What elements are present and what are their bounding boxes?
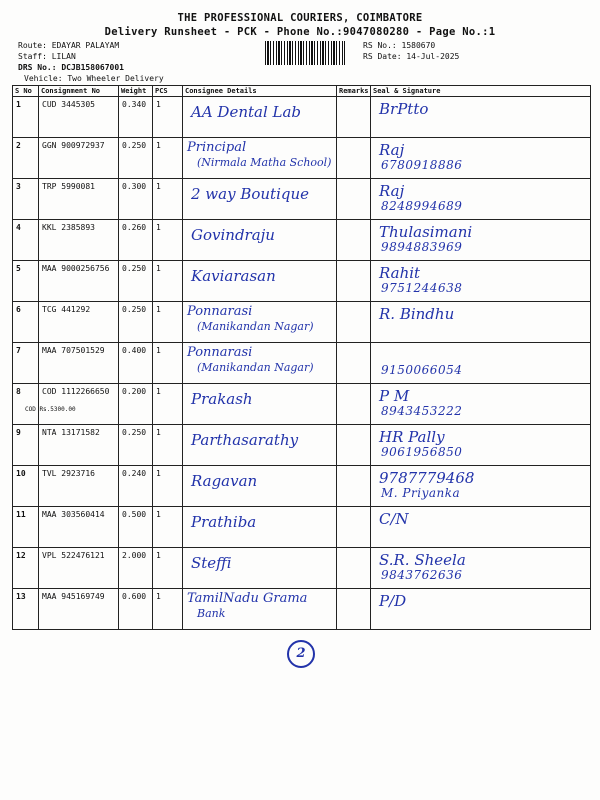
consignee-details [183, 384, 337, 425]
column-header: PCS [153, 86, 183, 97]
seal-signature [371, 425, 591, 466]
receiver-phone: 9751244638 [381, 281, 463, 295]
consignee-name: Ragavan [191, 472, 258, 490]
serial-number: 13 [13, 589, 39, 630]
consignment-number [39, 261, 119, 302]
pieces: 1 [153, 97, 183, 138]
serial-number: 12 [13, 548, 39, 589]
seal-signature [371, 589, 591, 630]
pieces: 1 [153, 343, 183, 384]
consignee-name: AA Dental Lab [191, 103, 302, 121]
serial-number: 2 [13, 138, 39, 179]
consignee-name: Ponnarasi [187, 304, 253, 319]
serial-number: 10 [13, 466, 39, 507]
company-title: THE PROFESSIONAL COURIERS, COIMBATORE [177, 12, 423, 24]
signature: Raj [379, 141, 405, 159]
weight: 0.600 [119, 589, 153, 630]
receiver-phone: 8943453222 [381, 404, 463, 418]
seal-signature [371, 384, 591, 425]
staff: Staff: LILAN [18, 52, 76, 61]
serial-number: 5 [13, 261, 39, 302]
consignee-details [183, 220, 337, 261]
remarks [337, 179, 371, 220]
remarks [337, 384, 371, 425]
weight: 0.500 [119, 507, 153, 548]
consignment-number [39, 507, 119, 548]
pieces: 1 [153, 179, 183, 220]
pieces: 1 [153, 466, 183, 507]
table-row [13, 589, 591, 630]
table-row [13, 97, 591, 138]
consignee-name: Prakash [191, 390, 253, 408]
weight: 0.240 [119, 466, 153, 507]
consignment-number-text: MAA 945169749 [42, 592, 105, 601]
signature: R. Bindhu [379, 305, 455, 323]
serial-number: 7 [13, 343, 39, 384]
weight: 0.400 [119, 343, 153, 384]
weight: 0.260 [119, 220, 153, 261]
pieces: 1 [153, 220, 183, 261]
consignment-number-text: MAA 303560414 [42, 510, 105, 519]
signature: Raj [379, 182, 405, 200]
consignee-details [183, 97, 337, 138]
runsheet-table [12, 85, 591, 630]
table-row [13, 179, 591, 220]
remarks [337, 466, 371, 507]
pieces: 1 [153, 302, 183, 343]
weight: 0.250 [119, 261, 153, 302]
table-row [13, 466, 591, 507]
seal-signature [371, 507, 591, 548]
receiver-phone: 9061956850 [381, 445, 463, 459]
remarks [337, 343, 371, 384]
consignee-address: (Nirmala Matha School) [197, 156, 332, 169]
remarks [337, 138, 371, 179]
remarks [337, 220, 371, 261]
table-row [13, 548, 591, 589]
column-header: Consignee Details [183, 86, 337, 97]
table-row [13, 138, 591, 179]
table-row [13, 507, 591, 548]
consignment-number-text: COD 1112266650 [42, 387, 110, 396]
pieces: 1 [153, 138, 183, 179]
remarks [337, 507, 371, 548]
seal-signature [371, 302, 591, 343]
weight: 0.340 [119, 97, 153, 138]
cod-amount: COD Rs.5300.00 [25, 406, 76, 413]
remarks [337, 261, 371, 302]
consignment-number-text: VPL 522476121 [42, 551, 105, 560]
weight: 0.200 [119, 384, 153, 425]
remarks [337, 97, 371, 138]
consignee-details [183, 507, 337, 548]
signature: HR Pally [379, 428, 445, 446]
consignment-number [39, 425, 119, 466]
column-header: S No [13, 86, 39, 97]
pieces: 1 [153, 589, 183, 630]
pieces: 1 [153, 507, 183, 548]
consignee-name: Parthasarathy [191, 431, 299, 449]
consignment-number [25, 384, 119, 425]
table-body [13, 97, 591, 630]
consignment-number [39, 343, 119, 384]
pieces: 1 [153, 261, 183, 302]
table-row [13, 425, 591, 466]
consignment-number [39, 179, 119, 220]
consignment-number-text: MAA 707501529 [42, 346, 105, 355]
weight: 2.000 [119, 548, 153, 589]
signature: S.R. Sheela [379, 551, 466, 569]
consignment-number-text: TVL 2923716 [42, 469, 95, 478]
drs-number: DRS No.: DCJB158067001 [18, 63, 124, 72]
consignment-number [39, 97, 119, 138]
table-row [13, 343, 591, 384]
receiver-phone: 9150066054 [381, 363, 463, 377]
consignee-details [183, 466, 337, 507]
table-row [13, 384, 591, 425]
consignee-details [183, 179, 337, 220]
consignee-name: TamilNadu Grama [187, 591, 308, 606]
consignee-name: Steffi [191, 554, 232, 572]
seal-signature [371, 97, 591, 138]
receiver-phone: 8248994689 [381, 199, 463, 213]
weight: 0.250 [119, 425, 153, 466]
consignment-number-text: TCG 441292 [42, 305, 91, 314]
consignee-name: Kaviarasan [191, 267, 276, 285]
serial-number: 11 [13, 507, 39, 548]
seal-signature [371, 466, 591, 507]
remarks [337, 302, 371, 343]
table-row [13, 261, 591, 302]
serial-number: 8 [13, 384, 39, 425]
receiver-phone: 6780918886 [381, 158, 463, 172]
consignee-details [183, 425, 337, 466]
seal-signature [371, 138, 591, 179]
signature: Rahit [379, 264, 421, 282]
consignment-number-text: TRP 5990081 [42, 182, 95, 191]
weight: 0.300 [119, 179, 153, 220]
pieces: 1 [153, 384, 183, 425]
serial-number: 6 [13, 302, 39, 343]
serial-number: 4 [13, 220, 39, 261]
consignment-number [39, 138, 119, 179]
column-header: Consignment No [39, 86, 119, 97]
consignee-name: 2 way Boutique [191, 185, 310, 203]
route: Route: EDAYAR PALAYAM [18, 41, 120, 50]
consignment-number-text: NTA 13171582 [42, 428, 100, 437]
barcode [265, 41, 345, 65]
consignment-number [39, 589, 119, 630]
table-header [13, 86, 591, 97]
signature: 9787779468 [379, 469, 475, 487]
consignment-number [39, 466, 119, 507]
signature: BrPtto [379, 100, 429, 118]
consignee-name: Govindraju [191, 226, 275, 244]
serial-number: 1 [13, 97, 39, 138]
signature: P M [379, 387, 410, 405]
consignee-details [183, 343, 337, 384]
signature: P/D [379, 592, 407, 610]
consignee-name: Prathiba [191, 513, 257, 531]
weight: 0.250 [119, 138, 153, 179]
signature: C/N [379, 510, 409, 528]
consignee-details [183, 138, 337, 179]
rs-number: RS No.: 1580670 [363, 41, 436, 50]
consignment-number-text: KKL 2385893 [42, 223, 95, 232]
seal-signature [371, 179, 591, 220]
column-header: Remarks [337, 86, 371, 97]
consignment-number [39, 302, 119, 343]
consignment-number-text: GGN 900972937 [42, 141, 105, 150]
seal-signature [371, 343, 591, 384]
consignee-name: Principal [187, 140, 247, 155]
consignment-number-text: MAA 9000256756 [42, 264, 110, 273]
weight: 0.250 [119, 302, 153, 343]
consignment-number-text: CUD 3445305 [42, 100, 95, 109]
consignment-number [39, 220, 119, 261]
table-row [13, 302, 591, 343]
consignee-details [183, 302, 337, 343]
serial-number: 9 [13, 425, 39, 466]
column-header: Weight [119, 86, 153, 97]
serial-number: 3 [13, 179, 39, 220]
seal-signature [371, 548, 591, 589]
page-stamp: 2 [287, 640, 315, 668]
consignee-address: (Manikandan Nagar) [197, 320, 314, 333]
rs-date: RS Date: 14-Jul-2025 [363, 52, 460, 61]
receiver-phone: 9843762636 [381, 568, 463, 582]
column-header: Seal & Signature [371, 86, 591, 97]
pieces: 1 [153, 425, 183, 466]
remarks [337, 425, 371, 466]
seal-signature [371, 220, 591, 261]
consignee-name: Ponnarasi [187, 345, 253, 360]
consignee-details [183, 261, 337, 302]
remarks [337, 548, 371, 589]
signature: Thulasimani [379, 223, 473, 241]
pieces: 1 [153, 548, 183, 589]
consignee-details [183, 589, 337, 630]
receiver-phone: 9894883969 [381, 240, 463, 254]
receiver-phone: M. Priyanka [381, 486, 461, 500]
vehicle: Vehicle: Two Wheeler Delivery [24, 74, 164, 83]
table-row [13, 220, 591, 261]
remarks [337, 589, 371, 630]
runsheet-title: Delivery Runsheet - PCK - Phone No.:9047080280 - Page No.:1 [104, 26, 496, 38]
seal-signature [371, 261, 591, 302]
consignee-address: Bank [197, 607, 226, 620]
consignment-number [39, 548, 119, 589]
consignee-address: (Manikandan Nagar) [197, 361, 314, 374]
consignee-details [183, 548, 337, 589]
